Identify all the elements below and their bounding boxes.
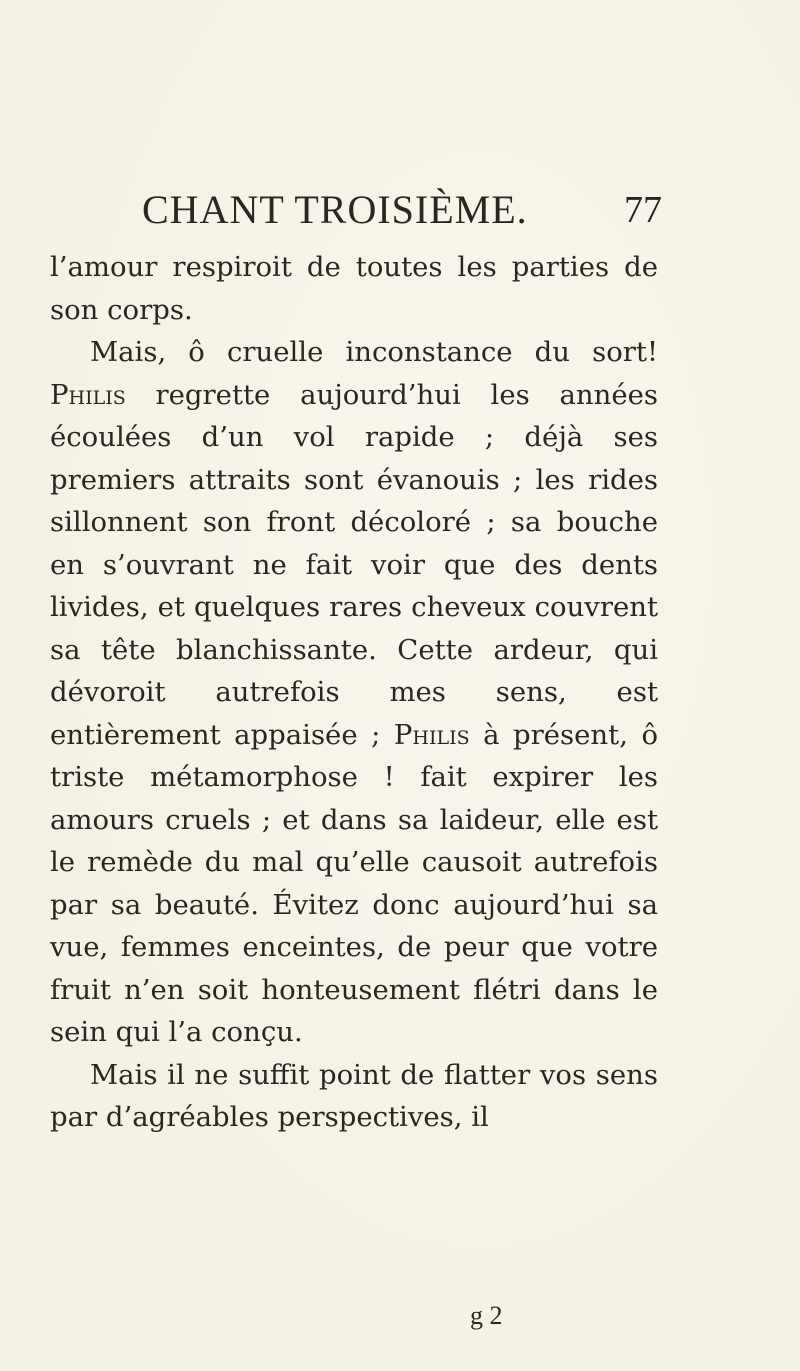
paragraph-2-text-b: regrette aujourd’hui les années écoulées d’un vol rapide ; déjà ses premiers attraits sont évanouis ; les rides sillonnent son front décoloré ; sa bouche en s’ouvrant ne fait voir que des dents livides, et quelques rares cheveux couvrent sa tête blanchissante. Cette ardeur, qui dévoroit autrefois mes sens, est entièrement appaisée ; [50, 378, 658, 751]
page-number: 77 [624, 189, 662, 231]
page-header [142, 186, 662, 234]
paragraph-2 [50, 331, 658, 1054]
signature-mark: g 2 [470, 1301, 503, 1330]
name-philis-1: Philis [50, 378, 126, 411]
name-philis-2: Philis [393, 718, 470, 751]
paragraph-2-text-c: à présent, ô triste métamorphose ! fait expirer les amours cruels ; et dans sa laideur, elle est le remède du mal qu’elle causoit autrefois par sa beauté. Évitez donc aujourd’hui sa vue, femmes enceintes, de peur que votre fruit n’en soit honteusement flétri dans le sein qui l’a conçu. [50, 718, 658, 1048]
paragraph-1: l’amour respiroit de toutes les parties de son corps. [50, 251, 658, 326]
paragraph-3: Mais il ne suffit point de flatter vos sens par d’agréables perspectives, il [50, 1058, 658, 1133]
paragraph-2-text-a: Mais, ô cruelle inconstance du sort! [90, 336, 658, 368]
body-text [50, 246, 658, 1139]
running-head: CHANT TROISIÈME. [142, 187, 528, 232]
